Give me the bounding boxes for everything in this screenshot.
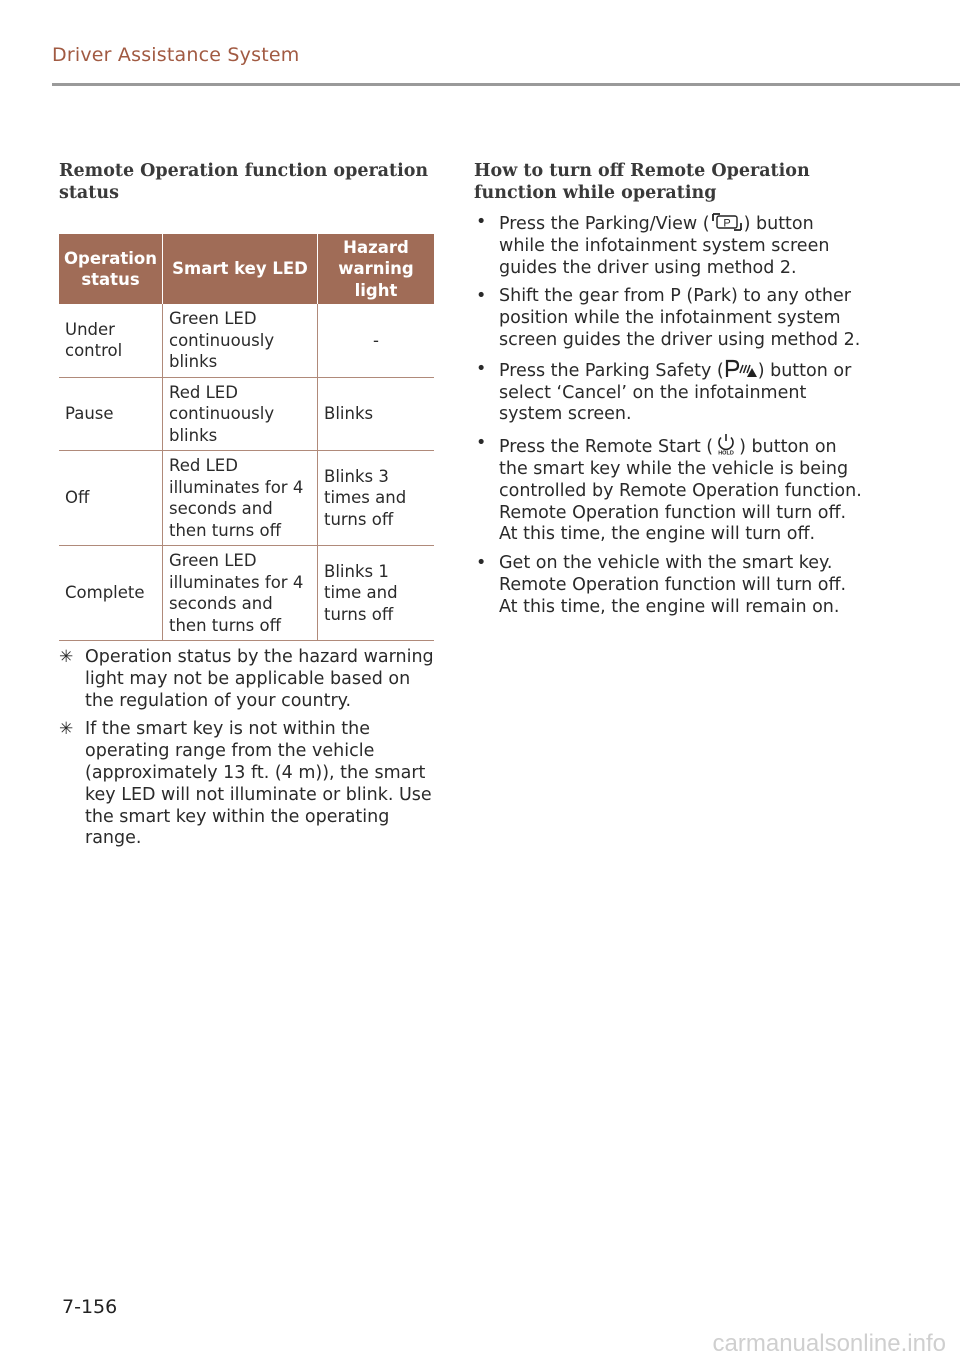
section-title-turn-off: How to turn off Remote Operation function while operating [474,161,810,203]
table-cell: Blinks 3 times and turns off [318,451,435,546]
list-item [474,433,864,546]
page-header-title: Driver Assistance System [52,44,300,66]
page-number: 7-156 [62,1296,118,1318]
table-row [59,546,434,641]
list-item [474,212,864,279]
step-text-after: ) button or select ‘Cancel’ on the infotainment system screen. [499,360,852,425]
column-header: Smart key LED [163,234,318,304]
section-title-status: Remote Operation function operation status [59,161,429,203]
table-cell: Blinks [318,377,435,451]
list-item [474,359,864,426]
table-row [59,377,434,451]
table-cell: Complete [59,546,163,641]
step-text-after: ) button on the smart key while the vehicle is being controlled by Remote Operation function. Remote Operation function will turn off. At this time, the engine will turn off. [499,437,862,545]
bullet-icon: • [476,286,487,307]
asterisk-icon: ✳ [59,719,74,740]
left-column [59,160,435,857]
asterisk-icon: ✳ [59,647,74,667]
notes-list [59,647,435,850]
watermark: carmanualsonline.info [712,1330,946,1357]
parking-view-icon [710,212,744,232]
list-item [474,286,864,351]
table-cell: Red LED continuously blinks [163,377,318,451]
step-text-before: Press the Parking Safety ( [499,360,724,381]
bullet-icon: • [476,553,487,574]
table-cell: Red LED illuminates for 4 seconds and then turns off [163,451,318,546]
table-cell: Under control [59,304,163,377]
step-text-before: Press the Parking/View ( [499,214,710,234]
remote-start-hold-label: HOLD [718,450,734,456]
right-column [474,160,864,626]
table-cell: Pause [59,377,163,451]
table-cell: Green LED illuminates for 4 seconds and then turns off [163,546,318,641]
step-text-after: ) button while the infotainment system screen guides the driver using method 2. [499,214,830,278]
bullet-icon: • [476,358,487,379]
table-cell: Green LED continuously blinks [163,304,318,377]
turn-off-steps [474,212,864,619]
table-header-row [59,234,434,304]
step-text: Shift the gear from P (Park) to any other position while the infotainment system screen guides the driver using method 2. [499,286,861,350]
column-header: Operation status [59,234,163,304]
bullet-icon: • [476,212,487,232]
table-row [59,304,434,377]
note-text: If the smart key is not within the operating range from the vehicle (approximately 13 ft. (4 m)), the smart key LED will not illuminate or blink. Use the smart key within the operating range. [85,719,432,849]
column-header: Hazard warning light [318,234,435,304]
note-text: Operation status by the hazard warning light may not be applicable based on the regulation of your country. [85,647,434,711]
step-text-before: Press the Remote Start ( [499,437,714,458]
note-item [59,719,435,850]
remote-start-hold-icon [713,433,739,455]
step-text: Get on the vehicle with the smart key. Remote Operation function will turn off. At this time, the engine will remain on. [499,553,847,617]
table-cell: Off [59,451,163,546]
parking-view-icon-label: P [722,217,731,230]
operation-status-table [59,234,434,641]
list-item [474,553,864,618]
table-row [59,451,434,546]
table-cell: Blinks 1 time and turns off [318,546,435,641]
header-divider [52,83,960,86]
bullet-icon: • [476,433,487,454]
table-cell: - [318,304,435,377]
note-item [59,647,435,712]
parking-safety-icon [724,359,758,379]
